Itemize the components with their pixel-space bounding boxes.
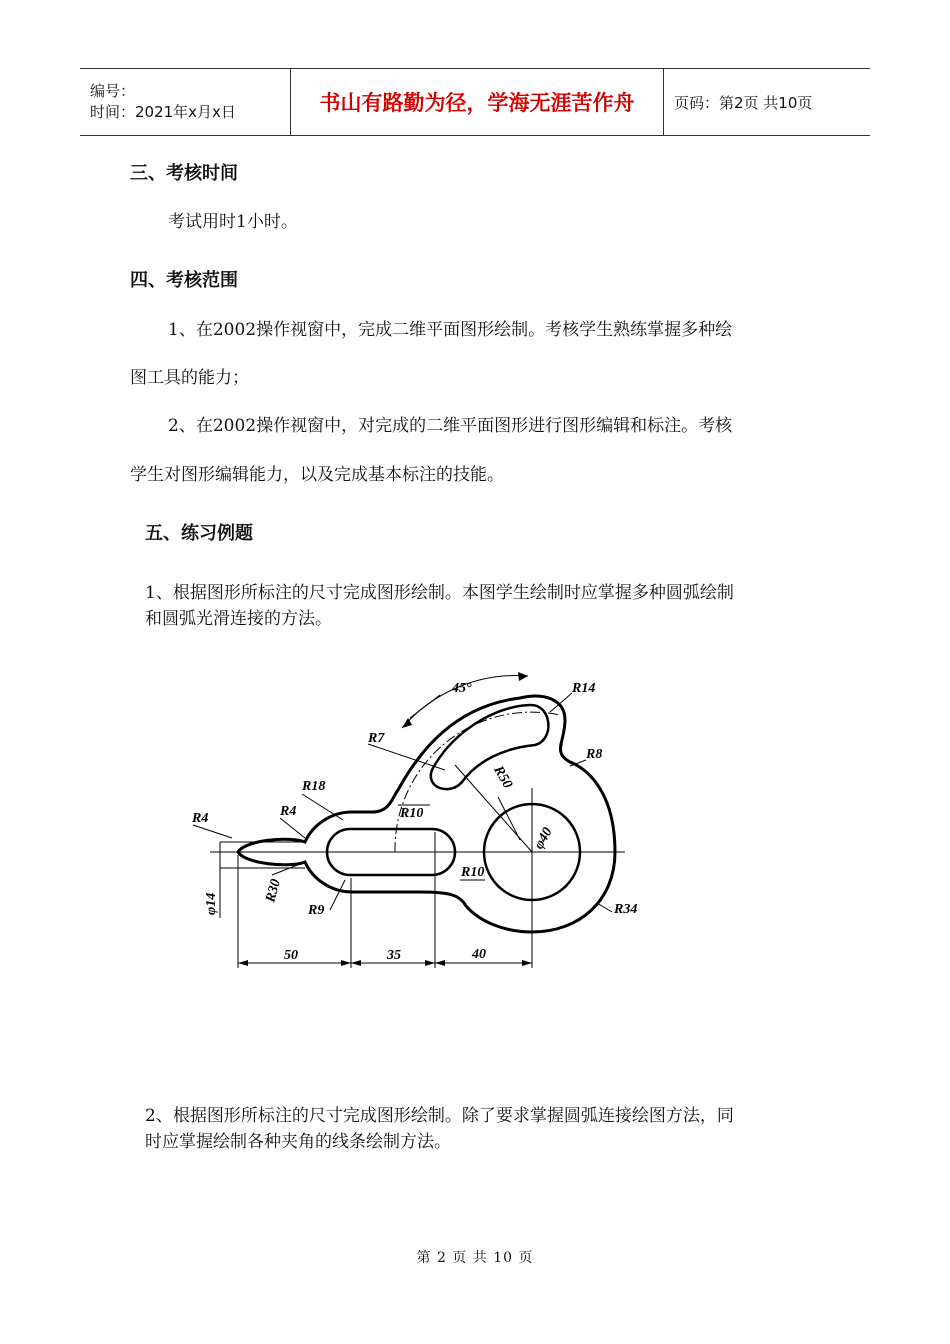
label-dim-50: 50 — [284, 948, 298, 963]
label-r4-left: R4 — [192, 811, 209, 826]
section-4-p1-line1: 1、在2002操作视窗中，完成二维平面图形绘制。考核学生熟练掌握多种绘 — [168, 320, 733, 340]
header-number: 编号： — [90, 82, 136, 100]
label-r18: R18 — [302, 779, 326, 794]
label-r10-top: R10 — [400, 806, 424, 821]
label-r7: R7 — [368, 731, 385, 746]
section-3-heading: 三、考核时间 — [130, 163, 238, 184]
label-phi40: φ40 — [531, 825, 556, 852]
section-4-p2-line1: 2、在2002操作视窗中，对完成的二维平面图形进行图形编辑和标注。考核 — [168, 416, 733, 436]
example-1-line1: 1、根据图形所标注的尺寸完成图形绘制。本图学生绘制时应掌握多种圆弧绘制 — [145, 583, 734, 603]
header-motto: 书山有路勤为径，学海无涯苦作舟 — [319, 91, 635, 115]
label-phi14: φ14 — [204, 892, 219, 915]
center-arc-r50 — [395, 712, 560, 852]
example-2-line1: 2、根据图形所标注的尺寸完成图形绘制。除了要求掌握圆弧连接绘图方法，同 — [145, 1106, 734, 1126]
label-r10-bottom: R10 — [461, 865, 485, 880]
label-r14: R14 — [572, 681, 596, 696]
label-r30: R30 — [263, 877, 284, 905]
page-footer: 第 2 页 共 10 页 — [416, 1250, 534, 1266]
curved-slot — [431, 705, 549, 789]
label-angle-45: 45° — [452, 681, 472, 696]
section-4-p2-line2: 学生对图形编辑能力，以及完成基本标注的技能。 — [130, 465, 504, 485]
label-r50: R50 — [490, 763, 515, 792]
label-dim-35: 35 — [387, 948, 401, 963]
label-r4: R4 — [280, 804, 297, 819]
section-4-heading: 四、考核范围 — [130, 270, 238, 291]
label-dim-40: 40 — [472, 947, 486, 962]
label-r8: R8 — [586, 747, 603, 762]
section-4-p1-line2: 图工具的能力； — [130, 368, 249, 388]
header-time: 时间：2021年x月x日 — [90, 103, 236, 121]
section-5-heading: 五、练习例题 — [145, 523, 253, 544]
example-1-line2: 和圆弧光滑连接的方法。 — [145, 609, 332, 629]
section-3-text: 考试用时1小时。 — [168, 212, 298, 232]
label-r34: R34 — [614, 902, 638, 917]
example-2-line2: 时应掌握绘制各种夹角的线条绘制方法。 — [145, 1132, 451, 1152]
header-page-info: 页码：第2页 共10页 — [664, 69, 871, 136]
label-r9: R9 — [308, 903, 325, 918]
